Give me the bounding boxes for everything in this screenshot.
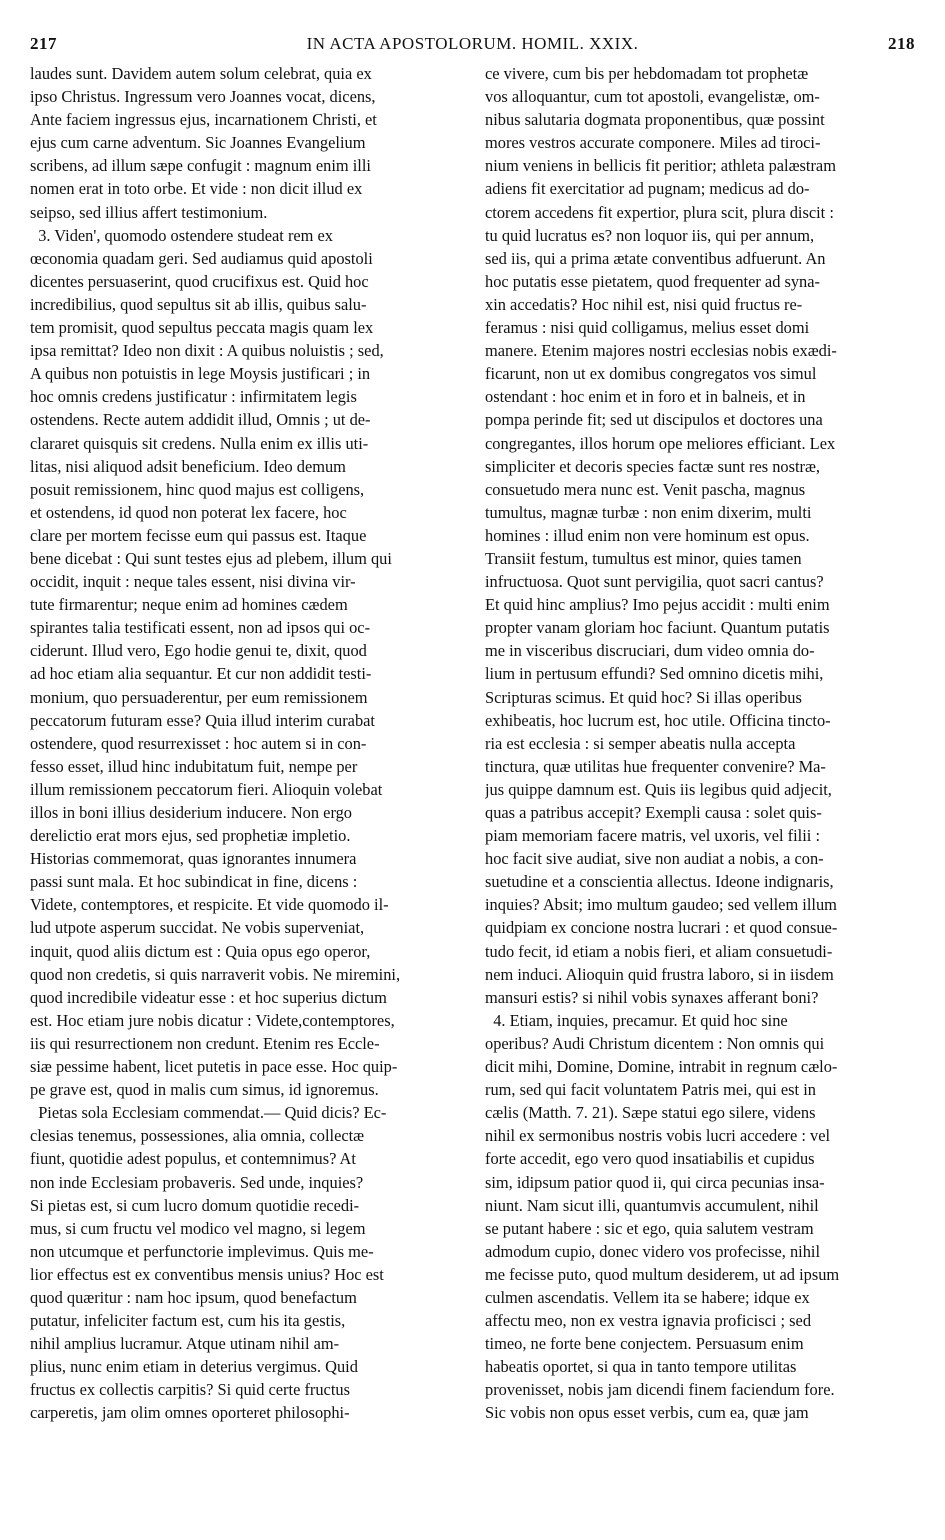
text-line: nem induci. Alioquin quid frustra laboro, si in iisdem [485, 964, 834, 984]
text-line: Pietas sola Ecclesiam commendat.— Quid dicis? Ec- [30, 1103, 387, 1123]
text-line: lior effectus est ex conventibus mensis unius? Hoc est [30, 1264, 384, 1284]
text-line: Si pietas est, si cum lucro domum quotidie recedi- [30, 1195, 360, 1215]
text-line: exhibeatis, hoc lucrum est, hoc utile. Officina tincto- [485, 710, 831, 730]
text-line: ipso Christus. Ingressum vero Joannes vocat, dicens, [30, 87, 376, 107]
text-line: iis qui resurrectionem non credunt. Etenim res Eccle- [30, 1033, 380, 1053]
page-number-left: 217 [30, 34, 57, 53]
text-line: provenisset, nobis jam dicendi finem faciendum fore. [485, 1380, 835, 1400]
text-line: hoc omnis credens justificatur : infirmitatem legis [30, 387, 357, 407]
text-line: quod quæritur : nam hoc ipsum, quod benefactum [30, 1287, 357, 1307]
text-line: Videte, contemptores, et respicite. Et vide quomodo il- [30, 895, 389, 915]
text-line: quidpiam ex concione nostra lucrari : et quod consue- [485, 918, 838, 938]
text-line: simpliciter et decoris species factæ sunt res nostræ, [485, 456, 821, 476]
text-line: illum remissionem peccatorum fieri. Alioquin volebat [30, 779, 383, 799]
text-line: laudes sunt. Davidem autem solum celebrat, quia ex [30, 64, 372, 83]
text-line: me fecisse puto, quod multum desiderem, ut ad ipsum [485, 1264, 840, 1284]
text-line: habeatis oportet, si qua in tanto tempore utilitas [485, 1357, 797, 1377]
text-line: Ante faciem ingressus ejus, incarnationem Christi, et [30, 110, 377, 130]
running-title: IN ACTA APOSTOLORUM. HOMIL. XXIX. [306, 34, 639, 53]
text-line: culmen ascendatis. Vellem ita se habere; idque ex [485, 1287, 810, 1307]
text-line: fructus ex collectis carpitis? Si quid certe fructus [30, 1380, 350, 1400]
text-line: nium veniens in bellicis fit peritior; athleta palæstram [485, 156, 836, 176]
text-line: peccatorum futuram esse? Quia illud interim curabat [30, 710, 375, 730]
text-line: Transiit festum, tumultus est minor, quies tamen [485, 548, 802, 568]
text-line: derelictio erat mors ejus, sed prophetiæ impletio. [30, 826, 351, 846]
text-line: scribens, ad illum sæpe confugit : magnum enim illi [30, 156, 371, 176]
text-line: tudo fecit, id etiam a nobis fieri, et aliam consuetudi- [485, 941, 833, 961]
text-line: clesias tenemus, possessiones, alia omnia, collectæ [30, 1126, 365, 1146]
text-line: affectu meo, non ex vestra ignavia proficisci ; sed [485, 1311, 812, 1331]
text-line: pompa perinde fit; sed ut discipulos et doctores una [485, 410, 823, 430]
text-line: passi sunt mala. Et hoc subindicat in fine, dicens : [30, 872, 358, 892]
text-line: congregantes, illos horum ope meliores efficiant. Lex [485, 433, 836, 453]
text-line: quod non credetis, si quis narraverit vobis. Ne miremini, [30, 964, 401, 984]
text-line: illos in boni illius desiderium inducere. Non ergo [30, 803, 353, 822]
text-line: tem promisit, quod sepultus peccata magis quam lex [30, 318, 374, 338]
text-line: non utcumque et perfunctorie implevimus. Quis me- [30, 1241, 374, 1261]
text-line: homines : illud enim non vere hominum est opus. [485, 525, 810, 545]
text-line: siæ pessime habent, licet putetis in pace esse. Hoc quip- [30, 1057, 398, 1077]
text-line: A quibus non potuistis in lege Moysis justificari ; in [30, 364, 371, 384]
text-line: 4. Etiam, inquies, precamur. Et quid hoc sine [485, 1010, 788, 1030]
text-line: ostendens. Recte autem addidit illud, Omnis ; ut de- [30, 410, 371, 430]
text-line: ciderunt. Illud vero, Ego hodie genui te, dixit, quod [30, 641, 367, 661]
text-line: tumultus, magnæ turbæ : non enim dixerim, multi [485, 502, 812, 522]
text-line: clararet quisquis sit credens. Nulla enim ex illis uti- [30, 433, 369, 453]
text-line: dicit mihi, Domine, Domine, intrabit in regnum cælo- [485, 1057, 838, 1077]
text-line: hoc facit sive audiat, sive non audiat a nobis, a con- [485, 849, 824, 869]
text-line: est. Hoc etiam jure nobis dicatur : Videte,contemptores, [30, 1010, 395, 1030]
text-line: litas, nisi aliquod adsit beneficium. Ideo demum [30, 456, 346, 476]
text-line: nomen erat in toto orbe. Et vide : non dicit illud ex [30, 179, 363, 199]
text-line: quod incredibile videatur esse : et hoc superius dictum [30, 987, 387, 1007]
text-line: Historias commemorat, quas ignorantes innumera [30, 849, 357, 869]
text-line: non inde Ecclesiam probaveris. Sed unde, inquies? [30, 1172, 364, 1192]
text-line: monium, quo persuaderentur, per eum remissionem [30, 687, 368, 707]
text-line: clare per mortem fecisse eum qui passus est. Itaque [30, 525, 367, 545]
text-line: ostendant : hoc enim et in foro et in balneis, et in [485, 387, 806, 407]
text-line: sim, idipsum patior quod ii, qui circa pecunias insa- [485, 1172, 825, 1192]
text-line: feramus : nisi quid colligamus, melius esset domi [485, 318, 810, 338]
text-line: manere. Etenim majores nostri ecclesias nobis exædi- [485, 341, 837, 361]
text-line: admodum cupio, donec videro vos profecisse, nihil [485, 1241, 821, 1261]
text-line: suetudine et a conscientia allectus. Ideone indignaris, [485, 872, 834, 892]
text-line: nihil amplius lucramur. Atque utinam nihil am- [30, 1334, 340, 1354]
text-line: pe grave est, quod in malis cum simus, id ignoremus. [30, 1080, 379, 1100]
text-line: tute firmarentur; neque enim ad homines cædem [30, 595, 348, 615]
text-line: tinctura, quæ utilitas hue frequenter convenire? Ma- [485, 756, 826, 776]
text-line: ad hoc etiam alia sequantur. Et cur non addidit testi- [30, 664, 372, 684]
text-line: xin accedatis? Hoc nihil est, nisi quid fructus re- [485, 294, 803, 314]
page-number-right: 218 [888, 34, 915, 53]
text-line: hoc putatis esse pietatem, quod frequenter ad syna- [485, 271, 820, 291]
text-line: lud utpote asperum succidat. Ne vobis superveniat, [30, 918, 365, 938]
text-line: nihil ex sermonibus nostris vobis lucri accedere : vel [485, 1126, 831, 1146]
text-line: jus quippe damnum est. Quis iis legibus quid adjecit, [485, 779, 832, 799]
text-line: infructuosa. Quot sunt pervigilia, quot sacri cantus? [485, 572, 824, 592]
text-line: cælis (Matth. 7. 21). Sæpe statui ego silere, videns [485, 1103, 816, 1123]
text-line: ipsa remittat? Ideo non dixit : A quibus noluistis ; sed, [30, 341, 384, 361]
text-line: se putant habere : sic et ego, quia salutem vestram [485, 1218, 814, 1238]
text-line: bene dicebat : Qui sunt testes ejus ad plebem, illum qui [30, 548, 392, 568]
text-line: incredibilius, quod sepultus sit ab illis, quibus salu- [30, 294, 367, 314]
text-line: ce vivere, cum bis per hebdomadam tot prophetæ [485, 64, 809, 83]
right-text-column [485, 62, 911, 1425]
text-line: et ostendens, id quod non poterat lex facere, hoc [30, 502, 347, 522]
text-line: œconomia quadam geri. Sed audiamus quid apostoli [30, 248, 373, 268]
text-line: inquies? Absit; imo multum gaudeo; sed vellem illum [485, 895, 837, 915]
text-line: spirantes talia testificati essent, non ad ipsos qui oc- [30, 618, 371, 638]
text-line: ficarunt, non ut ex domibus congregatos vos simul [485, 364, 817, 384]
running-header [30, 34, 915, 60]
text-line: nibus salutaria dogmata proponentibus, quæ possint [485, 110, 825, 130]
text-line: me in visceribus discruciari, dum video omnia do- [485, 641, 815, 661]
text-line: inquit, quod aliis dictum est : Quia opus ego operor, [30, 941, 371, 961]
text-line: Et quid hinc amplius? Imo pejus accidit : multi enim [485, 595, 830, 615]
text-line: ctorem accedens fit expertior, plura scit, plura discit : [485, 202, 834, 222]
text-line: propter vanam gloriam hoc faciunt. Quantum putatis [485, 618, 830, 638]
text-line: fiunt, quotidie adest populus, et contemnimus? At [30, 1149, 356, 1169]
left-text-column [30, 62, 458, 1425]
text-line: mansuri estis? si nihil vobis synaxes afferant boni? [485, 987, 819, 1007]
text-line: ejus cum carne adventum. Sic Joannes Evangelium [30, 133, 366, 153]
text-line: dicentes persuaserint, quod crucifixus est. Quid hoc [30, 271, 369, 291]
text-line: rum, sed qui facit voluntatem Patris mei, qui est in [485, 1080, 816, 1100]
text-line: putatur, infeliciter factum est, cum his ita gestis, [30, 1311, 346, 1331]
text-line: seipso, sed illius affert testimonium. [30, 202, 268, 222]
text-line: mores vestros accurate componere. Miles ad tiroci- [485, 133, 821, 153]
text-line: 3. Viden', quomodo ostendere studeat rem ex [30, 225, 334, 245]
text-line: vos alloquantur, cum tot apostoli, evangelistæ, om- [485, 87, 820, 107]
text-line: mus, si cum fructu vel modico vel magno, si legem [30, 1218, 366, 1238]
text-line: lium in pertusum effundi? Sed omnino dicetis mihi, [485, 664, 824, 684]
text-line: Sic vobis non opus esset verbis, cum ea, quæ jam [485, 1403, 809, 1423]
text-line: niunt. Nam sicut illi, quantumvis accumulent, nihil [485, 1195, 819, 1215]
text-line: tu quid lucratus es? non loquor iis, qui per annum, [485, 225, 815, 245]
text-line: operibus? Audi Christum dicentem : Non omnis qui [485, 1033, 825, 1053]
text-line: quas a patribus accepit? Exempli causa : solet quis- [485, 803, 822, 822]
text-line: carperetis, jam olim omnes oporteret philosophi- [30, 1403, 350, 1423]
text-line: occidit, inquit : neque tales essent, nisi divina vir- [30, 572, 356, 592]
text-line: fesso esset, illud hinc indubitatum fuit, nempe per [30, 756, 358, 776]
text-line: posuit remissionem, hinc quod majus est colligens, [30, 479, 365, 499]
text-line: piam memoriam facere matris, vel uxoris, vel filii : [485, 826, 820, 846]
text-line: consuetudo mera nunc est. Venit pascha, magnus [485, 479, 806, 499]
text-line: timeo, ne forte bene conjectem. Persuasum enim [485, 1334, 804, 1354]
text-line: plius, nunc enim etiam in deterius vergimus. Quid [30, 1357, 358, 1377]
text-line: forte accedit, ego vero quod insatiabilis et cupidus [485, 1149, 815, 1169]
text-line: ria est ecclesia : si semper abeatis nulla accepta [485, 733, 796, 753]
text-line: ostendere, quod resurrexisset : hoc autem si in con- [30, 733, 367, 753]
text-line: sed iis, qui a prima ætate conventibus adfuerunt. An [485, 248, 826, 268]
text-line: adiens fit exercitatior ad pugnam; medicus ad do- [485, 179, 810, 199]
text-line: Scripturas scimus. Et quid hoc? Si illas operibus [485, 687, 802, 707]
